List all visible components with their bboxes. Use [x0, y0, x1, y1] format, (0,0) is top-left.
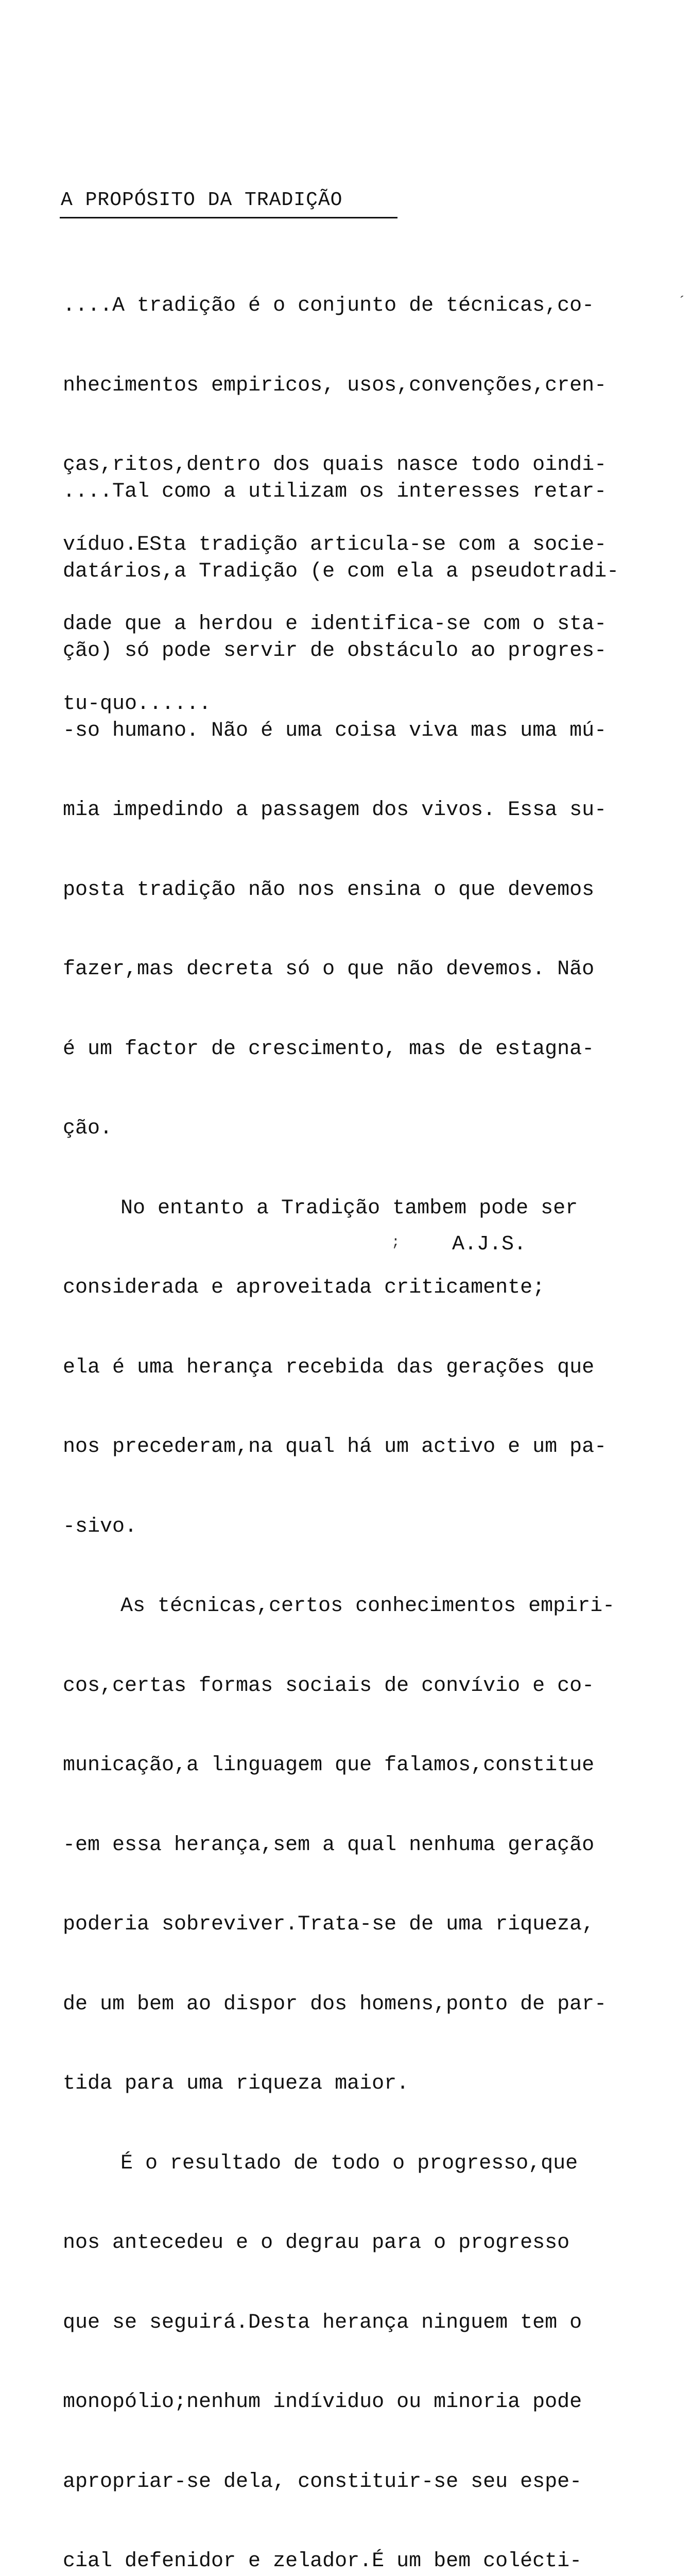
- text-line: considerada e aproveitada criticamente;: [63, 1276, 545, 1299]
- text-line: -em essa herança,sem a qual nenhuma geração: [63, 1833, 595, 1857]
- text-line: No entanto a Tradição tambem pode ser: [120, 1196, 578, 1220]
- text-line: datários,a Tradição (e com ela a pseudotradi-: [63, 560, 619, 583]
- paragraph-2: [63, 426, 619, 2576]
- text-line: -sivo.: [63, 1515, 137, 1538]
- text-line: que se seguirá.Desta herança ninguem tem o: [63, 2311, 582, 2334]
- text-line: nos antecedeu e o degrau para o progresso: [63, 2231, 570, 2255]
- title-underline: [60, 217, 397, 218]
- text-line: municação,a linguagem que falamos,constitue: [63, 1754, 595, 1777]
- author-signature: A.J.S.: [452, 1233, 527, 1256]
- text-line: posta tradição não nos ensina o que devemos: [63, 878, 595, 902]
- text-line: fazer,mas decreta só o que não devemos. Não: [63, 958, 595, 981]
- text-line: apropriar-se dela, constituir-se seu espe-: [63, 2470, 582, 2494]
- text-line: tu-quo......: [63, 692, 212, 716]
- text-line: ....Tal como a utilizam os interesses retar-: [63, 480, 607, 503]
- text-line: -so humano. Não é uma coisa viva mas uma mú-: [63, 719, 607, 742]
- document-title: A PROPÓSITO DA TRADIÇÃO: [61, 189, 343, 211]
- text-line: As técnicas,certos conhecimentos empiri-: [120, 1595, 615, 1618]
- text-line: cos,certas formas sociais de convívio e co-: [63, 1674, 595, 1698]
- text-line: cial defenidor e zelador.É um bem colécti-: [63, 2550, 582, 2573]
- text-line: de um bem ao dispor dos homens,ponto de par-: [63, 1992, 607, 2016]
- text-line: nhecimentos empiricos, usos,convenções,cren-: [63, 374, 607, 397]
- text-line: poderia sobreviver.Trata-se de uma riqueza,: [63, 1913, 595, 1936]
- text-line: É o resultado de todo o progresso,que: [120, 2151, 578, 2175]
- text-line: ção) só pode servir de obstáculo ao progres-: [63, 639, 607, 663]
- stray-mark: ;: [391, 1234, 400, 1250]
- text-line: ção.: [63, 1117, 113, 1140]
- text-line: é um factor de crescimento, mas de estagna-: [63, 1037, 595, 1061]
- text-line: ela é uma herança recebida das gerações que: [63, 1355, 595, 1379]
- text-line: mia impedindo a passagem dos vivos. Essa su-: [63, 799, 607, 822]
- text-line: monopólio;nenhum indíviduo ou minoria pode: [63, 2391, 582, 2414]
- text-line: tida para uma riqueza maior.: [63, 2072, 409, 2095]
- text-line: dade que a herdou e identifica-se com o sta-: [63, 613, 607, 636]
- text-line: víduo.ESta tradição articula-se com a socie-: [63, 533, 607, 556]
- stray-mark: ´: [678, 295, 686, 311]
- text-line: nos precederam,na qual há um activo e um pa-: [63, 1435, 607, 1459]
- text-line: ças,ritos,dentro dos quais nasce todo oindi-: [63, 453, 607, 477]
- text-line: ....A tradição é o conjunto de técnicas,co-: [63, 294, 595, 317]
